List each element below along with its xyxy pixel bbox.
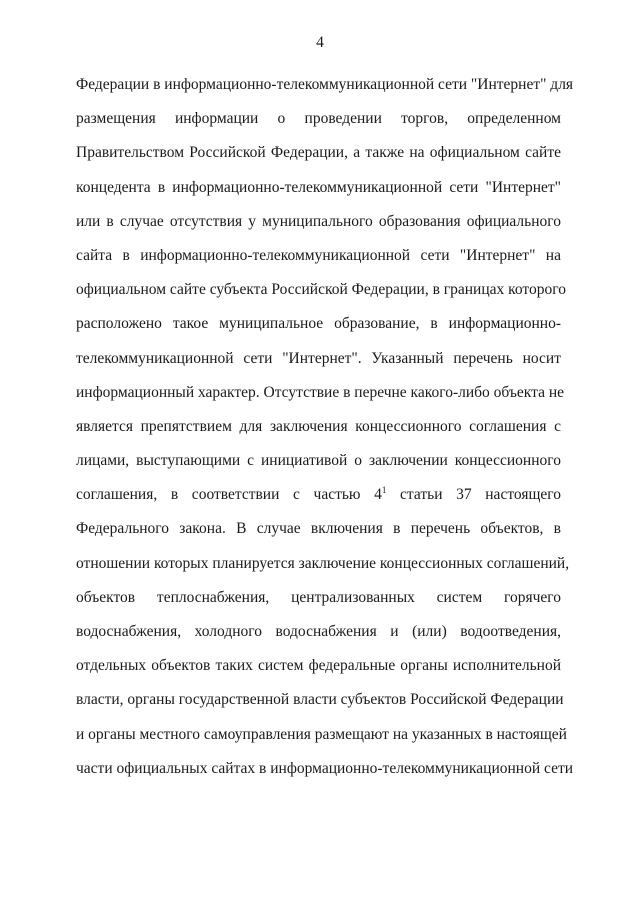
text-line: концедента в информационно-телекоммуникационной сети "Интернет" bbox=[76, 178, 561, 196]
superscript: 1 bbox=[381, 485, 387, 496]
text-line bbox=[76, 478, 561, 512]
text-segment: статьи 37 настоящего bbox=[386, 486, 562, 504]
text-line: Федерального закона. В случае включения в перечень объектов, в bbox=[76, 520, 561, 538]
text-line: или в случае отсутствия у муниципального образования официального bbox=[76, 212, 561, 230]
text-segment: соглашения, в соответствии с частью 4 bbox=[76, 486, 382, 504]
text-line: и органы местного самоуправления размещают на указанных в настоящей bbox=[76, 725, 567, 743]
text-line: объектов теплоснабжения, централизованных систем горячего bbox=[76, 588, 561, 606]
text-line: официальном сайте субъекта Российской Федерации, в границах которого bbox=[76, 281, 566, 299]
body-text bbox=[76, 68, 574, 786]
text-line: информационный характер. Отсутствие в перечне какого-либо объекта не bbox=[76, 383, 565, 401]
text-line: является препятствием для заключения концессионного соглашения с bbox=[76, 417, 561, 435]
text-line: расположено такое муниципальное образование, в информационно- bbox=[76, 315, 561, 333]
text-line: Правительством Российской Федерации, а также на официальном сайте bbox=[76, 144, 561, 162]
text-line: размещения информации о проведении торгов, определенном bbox=[76, 110, 561, 128]
page-number: 4 bbox=[316, 34, 324, 51]
text-line: отдельных объектов таких систем федеральные органы исполнительной bbox=[76, 657, 561, 675]
text-line: власти, органы государственной власти субъектов Российской Федерации bbox=[76, 691, 564, 709]
text-line: водоснабжения, холодного водоснабжения и (или) водоотведения, bbox=[76, 623, 561, 640]
text-line: сайта в информационно-телекоммуникационной сети "Интернет" на bbox=[76, 246, 561, 264]
text-line: отношении которых планируется заключение концессионных соглашений, bbox=[76, 554, 570, 572]
text-line: части официальных сайтах в информационно-телекоммуникационной сети bbox=[76, 759, 574, 777]
text-line: телекоммуникационной сети "Интернет". Указанный перечень носит bbox=[76, 349, 561, 367]
text-line: Федерации в информационно-телекоммуникационной сети "Интернет" для bbox=[76, 76, 574, 93]
text-line: лицами, выступающими с инициативой о заключении концессионного bbox=[76, 452, 561, 470]
